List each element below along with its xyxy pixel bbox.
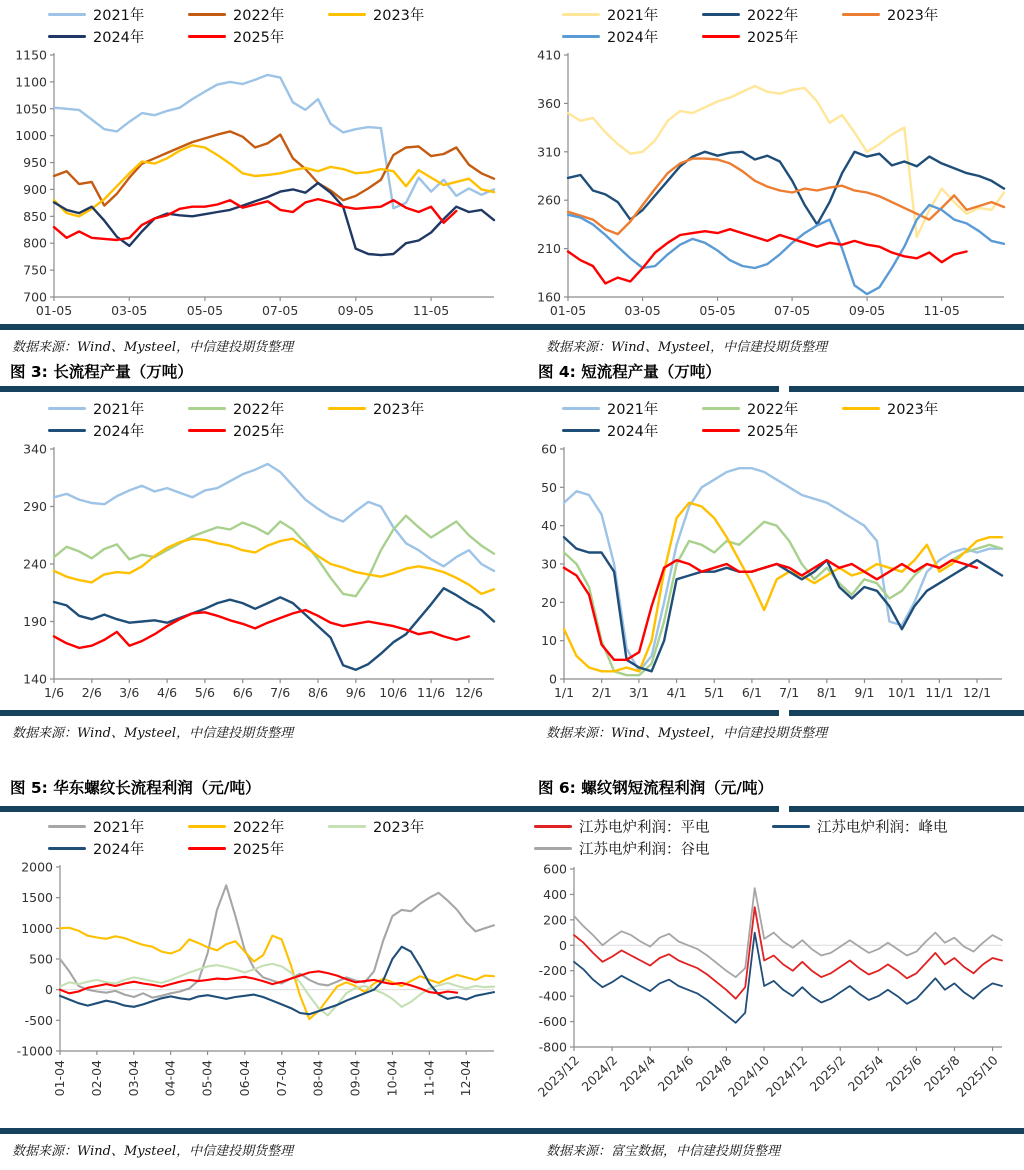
svg-text:-400: -400 — [538, 988, 567, 1004]
figure-cell-figure-6 — [524, 814, 1020, 1111]
chart-top-right-plot — [524, 47, 1020, 323]
figure-cell-top-right — [524, 2, 1020, 323]
legend-line-swatch — [48, 847, 86, 851]
legend-label: 2021年 — [93, 820, 145, 836]
legend-line-swatch — [562, 35, 600, 39]
legend-label: 2024年 — [93, 30, 145, 46]
svg-text:-200: -200 — [538, 963, 567, 979]
svg-text:-800: -800 — [538, 1039, 567, 1055]
svg-text:05-05: 05-05 — [186, 303, 224, 318]
figure-cell-figure-3 — [8, 396, 508, 705]
legend-item-2024年 — [48, 420, 188, 441]
svg-text:11-04: 11-04 — [421, 1060, 437, 1097]
svg-text:2000: 2000 — [21, 859, 53, 875]
svg-text:6/6: 6/6 — [232, 685, 253, 700]
series-line-2025年 — [54, 610, 469, 648]
legend-line-swatch — [48, 825, 86, 829]
svg-text:1100: 1100 — [15, 74, 47, 90]
svg-text:4/6: 4/6 — [157, 685, 178, 700]
legend-line-swatch — [188, 407, 226, 411]
legend-label: 江苏电炉利润：谷电 — [579, 842, 710, 858]
legend-item-2025年 — [188, 420, 328, 441]
svg-text:07-05: 07-05 — [773, 303, 811, 318]
legend-label: 2022年 — [233, 402, 285, 418]
figure-6-plot-area — [524, 859, 1020, 1111]
source-caption: 数据来源：富宝数据，中信建投期货整理 — [546, 1144, 781, 1159]
figure-5-plot — [8, 859, 508, 1119]
legend-line-swatch — [328, 407, 366, 411]
chart-top-right-legend — [524, 4, 1020, 47]
svg-text:2024/8: 2024/8 — [692, 1052, 735, 1095]
legend-label: 2023年 — [373, 820, 425, 836]
legend-item-2025年 — [702, 26, 842, 47]
source-caption: 数据来源：Wind、Mysteel，中信建投期货整理 — [546, 726, 828, 741]
chart-top-left-plot-area — [8, 47, 508, 323]
legend-item-2024年 — [48, 838, 188, 859]
legend-item-2022年 — [702, 398, 842, 419]
figure-cell-top-left — [8, 2, 508, 323]
legend-label: 2025年 — [233, 424, 285, 440]
svg-text:05-05: 05-05 — [699, 303, 736, 318]
svg-text:850: 850 — [23, 208, 47, 224]
series-line-江苏电炉利润：谷电 — [574, 888, 1002, 977]
source-caption: 数据来源：Wind、Mysteel，中信建投期货整理 — [12, 1144, 294, 1159]
legend-line-swatch — [328, 13, 366, 17]
legend-line-swatch — [48, 407, 86, 411]
svg-text:1/1: 1/1 — [553, 685, 575, 700]
figure-6-legend — [524, 816, 1020, 859]
figure-4-plot — [524, 441, 1020, 705]
svg-text:950: 950 — [23, 155, 47, 171]
svg-text:2025/6: 2025/6 — [882, 1052, 925, 1095]
figure-5-legend — [8, 816, 508, 859]
svg-text:310: 310 — [537, 144, 561, 160]
svg-text:04-04: 04-04 — [162, 1060, 178, 1097]
legend-line-swatch — [772, 825, 810, 829]
legend-line-swatch — [842, 407, 880, 411]
figure-5-plot-area — [8, 859, 508, 1119]
legend-label: 2025年 — [747, 424, 799, 440]
chart-top-left-legend — [8, 4, 508, 47]
legend-item-2023年 — [328, 816, 468, 837]
legend-label: 2024年 — [93, 842, 145, 858]
legend-label: 2022年 — [233, 820, 285, 836]
svg-text:-500: -500 — [24, 1012, 53, 1028]
legend-label: 2023年 — [887, 402, 939, 418]
svg-text:600: 600 — [543, 861, 567, 877]
svg-text:11/1: 11/1 — [925, 685, 954, 700]
legend-line-swatch — [702, 407, 740, 411]
svg-text:160: 160 — [537, 289, 561, 305]
legend-label: 2021年 — [93, 402, 145, 418]
svg-text:0: 0 — [549, 671, 557, 687]
svg-text:20: 20 — [541, 594, 557, 610]
svg-text:190: 190 — [23, 614, 47, 629]
svg-text:400: 400 — [543, 886, 567, 902]
divider-bar — [0, 806, 779, 812]
svg-text:210: 210 — [537, 241, 561, 257]
svg-text:02-04: 02-04 — [88, 1060, 104, 1097]
legend-item-江苏电炉利润：峰电 — [772, 816, 1010, 837]
svg-text:40: 40 — [541, 518, 557, 534]
figure-3-plot-area — [8, 441, 508, 705]
series-line-2022年 — [568, 152, 1004, 225]
svg-text:800: 800 — [23, 235, 47, 251]
svg-text:8/1: 8/1 — [816, 685, 837, 700]
divider-bar — [0, 1128, 1024, 1134]
svg-text:03-04: 03-04 — [125, 1060, 141, 1097]
divider-bar — [789, 806, 1024, 812]
legend-item-2025年 — [188, 26, 328, 47]
svg-text:09-05: 09-05 — [848, 303, 886, 318]
svg-text:5/1: 5/1 — [704, 685, 725, 700]
legend-item-2021年 — [48, 398, 188, 419]
svg-text:10-04: 10-04 — [384, 1060, 400, 1097]
svg-text:7/1: 7/1 — [779, 685, 800, 700]
svg-text:340: 340 — [23, 441, 47, 457]
svg-text:3/6: 3/6 — [119, 685, 140, 700]
legend-label: 2021年 — [607, 8, 659, 24]
svg-text:2025/2: 2025/2 — [806, 1052, 849, 1095]
svg-text:5/6: 5/6 — [194, 685, 215, 700]
legend-label: 2021年 — [607, 402, 659, 418]
svg-text:2025/8: 2025/8 — [920, 1052, 963, 1095]
series-line-2024年 — [564, 537, 1002, 671]
legend-item-2025年 — [702, 420, 842, 441]
svg-text:700: 700 — [23, 289, 47, 305]
legend-line-swatch — [188, 825, 226, 829]
svg-text:2024/10: 2024/10 — [724, 1052, 773, 1100]
svg-text:750: 750 — [23, 262, 47, 278]
legend-label: 2025年 — [233, 30, 285, 46]
svg-text:09-04: 09-04 — [347, 1060, 363, 1097]
svg-text:2/1: 2/1 — [591, 685, 612, 700]
svg-text:0: 0 — [45, 982, 53, 998]
legend-line-swatch — [562, 407, 600, 411]
svg-text:03-05: 03-05 — [111, 303, 148, 318]
svg-text:2024/12: 2024/12 — [762, 1052, 811, 1100]
series-line-2021年 — [564, 468, 1002, 671]
svg-text:240: 240 — [23, 556, 47, 572]
svg-text:1500: 1500 — [21, 890, 53, 906]
figure-3-title: 图 3: 长流程产量（万吨） — [10, 363, 193, 381]
svg-text:01-05: 01-05 — [549, 303, 587, 318]
svg-text:07-05: 07-05 — [261, 303, 299, 318]
figure-6-title: 图 6: 螺纹钢短流程利润（元/吨） — [538, 779, 773, 797]
divider-bar — [0, 386, 779, 392]
svg-text:1000: 1000 — [21, 920, 53, 936]
svg-text:01-04: 01-04 — [52, 1060, 67, 1097]
series-line-2021年 — [54, 464, 494, 571]
legend-item-2022年 — [188, 398, 328, 419]
svg-text:7/6: 7/6 — [270, 685, 291, 700]
svg-text:2024/4: 2024/4 — [616, 1052, 659, 1095]
svg-text:200: 200 — [543, 912, 567, 928]
svg-text:-600: -600 — [538, 1014, 567, 1030]
svg-text:9/6: 9/6 — [345, 685, 366, 700]
legend-line-swatch — [534, 825, 572, 829]
legend-line-swatch — [842, 13, 880, 17]
svg-text:2023/12: 2023/12 — [534, 1052, 583, 1100]
svg-text:1150: 1150 — [15, 47, 47, 63]
legend-label: 2024年 — [607, 424, 659, 440]
figure-3-plot — [8, 441, 508, 705]
svg-text:900: 900 — [23, 181, 47, 197]
svg-text:500: 500 — [29, 951, 53, 967]
legend-item-2021年 — [562, 4, 702, 25]
svg-text:-1000: -1000 — [16, 1043, 53, 1059]
svg-text:60: 60 — [541, 441, 557, 457]
legend-line-swatch — [188, 429, 226, 433]
legend-item-江苏电炉利润：谷电 — [534, 838, 772, 859]
svg-text:12/6: 12/6 — [454, 685, 483, 700]
legend-line-swatch — [48, 429, 86, 433]
legend-label: 2023年 — [373, 8, 425, 24]
legend-label: 2024年 — [93, 424, 145, 440]
svg-text:2025/4: 2025/4 — [844, 1052, 887, 1095]
figure-4-legend — [524, 398, 1020, 441]
legend-item-2024年 — [562, 26, 702, 47]
legend-label: 2025年 — [233, 842, 285, 858]
chart-top-left-plot — [8, 47, 508, 323]
svg-text:12-04: 12-04 — [458, 1060, 474, 1097]
svg-text:2025/10: 2025/10 — [953, 1052, 1001, 1100]
legend-item-2022年 — [188, 4, 328, 25]
legend-line-swatch — [48, 13, 86, 17]
legend-label: 江苏电炉利润：峰电 — [817, 820, 948, 836]
legend-label: 2021年 — [93, 8, 145, 24]
legend-line-swatch — [328, 825, 366, 829]
figure-cell-figure-4 — [524, 396, 1020, 705]
series-line-2024年 — [54, 588, 494, 670]
legend-line-swatch — [48, 35, 86, 39]
svg-text:1000: 1000 — [15, 128, 47, 144]
series-line-2024年 — [54, 183, 494, 255]
legend-line-swatch — [534, 847, 572, 851]
legend-label: 2022年 — [233, 8, 285, 24]
svg-text:11-05: 11-05 — [412, 303, 450, 318]
legend-label: 2022年 — [747, 8, 799, 24]
svg-text:10/1: 10/1 — [887, 685, 916, 700]
legend-line-swatch — [188, 13, 226, 17]
legend-label: 2025年 — [747, 30, 799, 46]
legend-line-swatch — [702, 429, 740, 433]
svg-text:2024/2: 2024/2 — [578, 1052, 621, 1095]
svg-text:05-04: 05-04 — [199, 1060, 215, 1097]
svg-text:11/6: 11/6 — [417, 685, 446, 700]
legend-label: 2023年 — [887, 8, 939, 24]
figure-5-title: 图 5: 华东螺纹长流程利润（元/吨） — [10, 779, 261, 797]
source-caption: 数据来源：Wind、Mysteel，中信建投期货整理 — [12, 726, 294, 741]
legend-item-2023年 — [842, 398, 982, 419]
svg-text:09-05: 09-05 — [337, 303, 375, 318]
legend-label: 江苏电炉利润：平电 — [579, 820, 710, 836]
legend-label: 2023年 — [373, 402, 425, 418]
series-line-江苏电炉利润：峰电 — [574, 933, 1002, 1023]
legend-line-swatch — [562, 429, 600, 433]
svg-text:290: 290 — [23, 499, 47, 514]
svg-text:30: 30 — [541, 556, 557, 572]
divider-bar — [0, 710, 779, 716]
divider-bar — [0, 324, 1024, 330]
svg-text:10: 10 — [541, 633, 557, 649]
svg-text:360: 360 — [537, 95, 561, 111]
svg-text:140: 140 — [23, 671, 47, 687]
svg-text:01-05: 01-05 — [35, 303, 73, 318]
svg-text:1/6: 1/6 — [43, 685, 65, 700]
svg-text:03-05: 03-05 — [624, 303, 661, 318]
chart-top-right-plot-area — [524, 47, 1020, 323]
legend-line-swatch — [702, 13, 740, 17]
svg-text:0: 0 — [559, 937, 567, 953]
legend-item-2022年 — [702, 4, 842, 25]
legend-item-2022年 — [188, 816, 328, 837]
legend-item-2024年 — [48, 26, 188, 47]
svg-text:07-04: 07-04 — [273, 1060, 289, 1097]
figure-4-title: 图 4: 短流程产量（万吨） — [538, 363, 721, 381]
legend-line-swatch — [702, 35, 740, 39]
divider-bar — [789, 386, 1024, 392]
legend-item-2021年 — [48, 816, 188, 837]
svg-text:260: 260 — [537, 192, 561, 208]
figure-6-plot — [524, 859, 1020, 1111]
svg-text:9/1: 9/1 — [854, 685, 875, 700]
legend-item-2025年 — [188, 838, 328, 859]
svg-text:8/6: 8/6 — [307, 685, 329, 700]
svg-text:10/6: 10/6 — [379, 685, 408, 700]
svg-text:06-04: 06-04 — [236, 1060, 252, 1097]
legend-item-2023年 — [328, 398, 468, 419]
svg-text:1050: 1050 — [15, 101, 47, 117]
svg-text:410: 410 — [537, 47, 561, 63]
svg-text:08-04: 08-04 — [310, 1060, 326, 1097]
figure-4-plot-area — [524, 441, 1020, 705]
figure-cell-figure-5 — [8, 814, 508, 1119]
legend-line-swatch — [562, 13, 600, 17]
legend-item-2023年 — [842, 4, 982, 25]
svg-text:11-05: 11-05 — [923, 303, 960, 318]
legend-item-2024年 — [562, 420, 702, 441]
svg-text:6/1: 6/1 — [741, 685, 762, 700]
legend-item-2023年 — [328, 4, 468, 25]
legend-item-江苏电炉利润：平电 — [534, 816, 772, 837]
figure-3-legend — [8, 398, 508, 441]
legend-item-2021年 — [562, 398, 702, 419]
svg-text:50: 50 — [541, 479, 557, 495]
divider-bar — [789, 710, 1024, 716]
svg-text:2/6: 2/6 — [81, 685, 102, 700]
legend-label: 2024年 — [607, 30, 659, 46]
svg-text:3/1: 3/1 — [628, 685, 649, 700]
legend-line-swatch — [188, 847, 226, 851]
legend-item-2021年 — [48, 4, 188, 25]
legend-label: 2022年 — [747, 402, 799, 418]
svg-text:12/1: 12/1 — [962, 685, 992, 700]
svg-text:2024/6: 2024/6 — [654, 1052, 697, 1095]
svg-text:4/1: 4/1 — [666, 685, 687, 700]
source-caption: 数据来源：Wind、Mysteel，中信建投期货整理 — [546, 340, 828, 355]
legend-line-swatch — [188, 35, 226, 39]
source-caption: 数据来源：Wind、Mysteel，中信建投期货整理 — [12, 340, 294, 355]
series-line-2023年 — [564, 503, 1002, 672]
